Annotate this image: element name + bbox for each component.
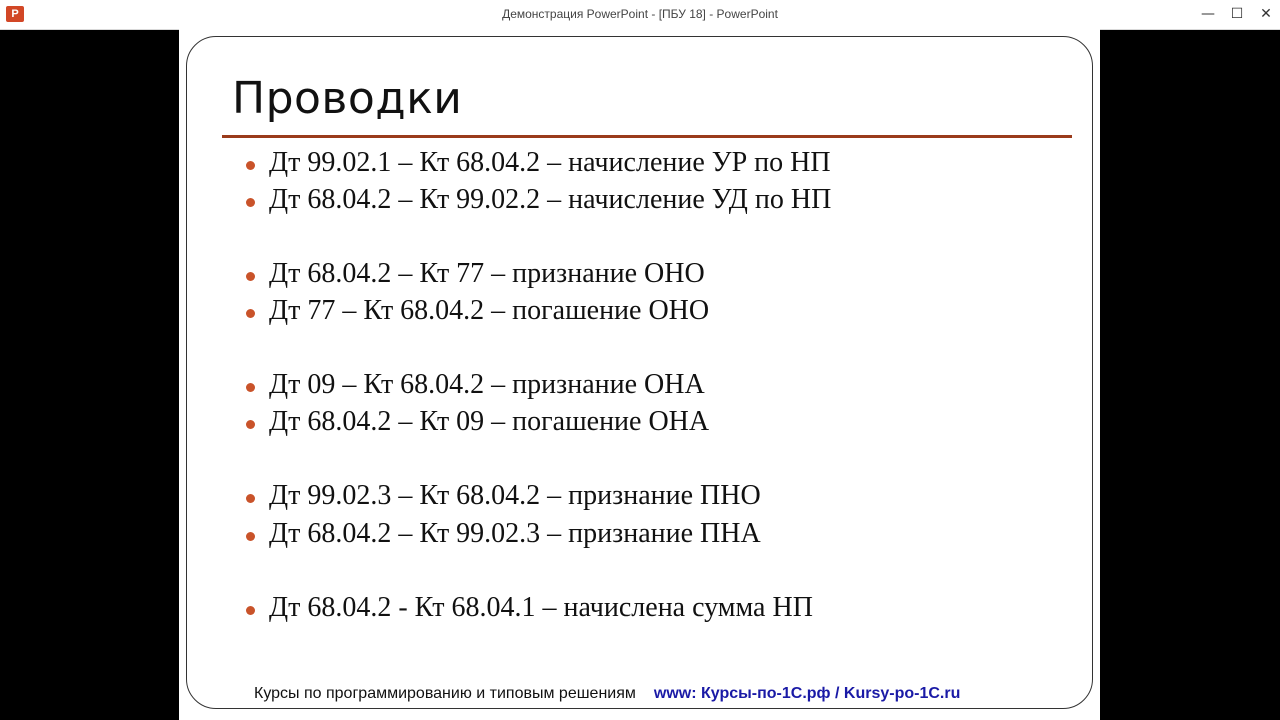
bullet-item [269, 184, 831, 216]
bullet-item [269, 518, 761, 550]
bullet-dot-icon [246, 272, 255, 281]
bullet-dot-icon [246, 494, 255, 503]
bullet-text: Дт 68.04.2 - Кт 68.04.1 – начислена сумма НП [269, 592, 813, 623]
footer-text: Курсы по программированию и типовым решениям [254, 685, 636, 702]
slide-title: Проводки [232, 73, 463, 124]
window-titlebar [0, 0, 1280, 30]
slide[interactable] [179, 29, 1100, 720]
slide-footer [254, 685, 960, 703]
bullet-item [269, 369, 705, 401]
bullet-dot-icon [246, 532, 255, 541]
powerpoint-icon: P [6, 6, 24, 22]
bullet-text: Дт 77 – Кт 68.04.2 – погашение ОНО [269, 295, 710, 326]
bullet-dot-icon [246, 309, 255, 318]
bullet-text: Дт 99.02.1 – Кт 68.04.2 – начисление УР по НП [269, 147, 831, 178]
bullet-dot-icon [246, 383, 255, 392]
title-divider [222, 135, 1072, 138]
bullet-text: Дт 68.04.2 – Кт 99.02.3 – признание ПНА [269, 518, 761, 549]
bullet-text: Дт 68.04.2 – Кт 09 – погашение ОНА [269, 406, 710, 437]
close-button[interactable]: ✕ [1260, 6, 1272, 22]
bullet-dot-icon [246, 420, 255, 429]
bullet-dot-icon [246, 161, 255, 170]
maximize-button[interactable]: ☐ [1230, 6, 1244, 22]
bullet-item [269, 295, 709, 327]
bullet-text: Дт 68.04.2 – Кт 77 – признание ОНО [269, 258, 705, 289]
bullet-item [269, 147, 831, 179]
bullet-item [269, 480, 761, 512]
bullet-item [269, 258, 705, 290]
bullet-dot-icon [246, 606, 255, 615]
bullet-text: Дт 09 – Кт 68.04.2 – признание ОНА [269, 369, 705, 400]
bullet-text: Дт 68.04.2 – Кт 99.02.2 – начисление УД по НП [269, 184, 832, 215]
bullet-dot-icon [246, 198, 255, 207]
bullet-text: Дт 99.02.3 – Кт 68.04.2 – признание ПНО [269, 480, 761, 511]
minimize-button[interactable]: — [1201, 6, 1215, 22]
bullet-item [269, 406, 709, 438]
footer-links[interactable]: www: Курсы-по-1С.рф / Kursy-po-1C.ru [653, 685, 961, 702]
window-title: Демонстрация PowerPoint - [ПБУ 18] - PowerPoint [502, 7, 778, 21]
bullet-item [269, 592, 813, 624]
